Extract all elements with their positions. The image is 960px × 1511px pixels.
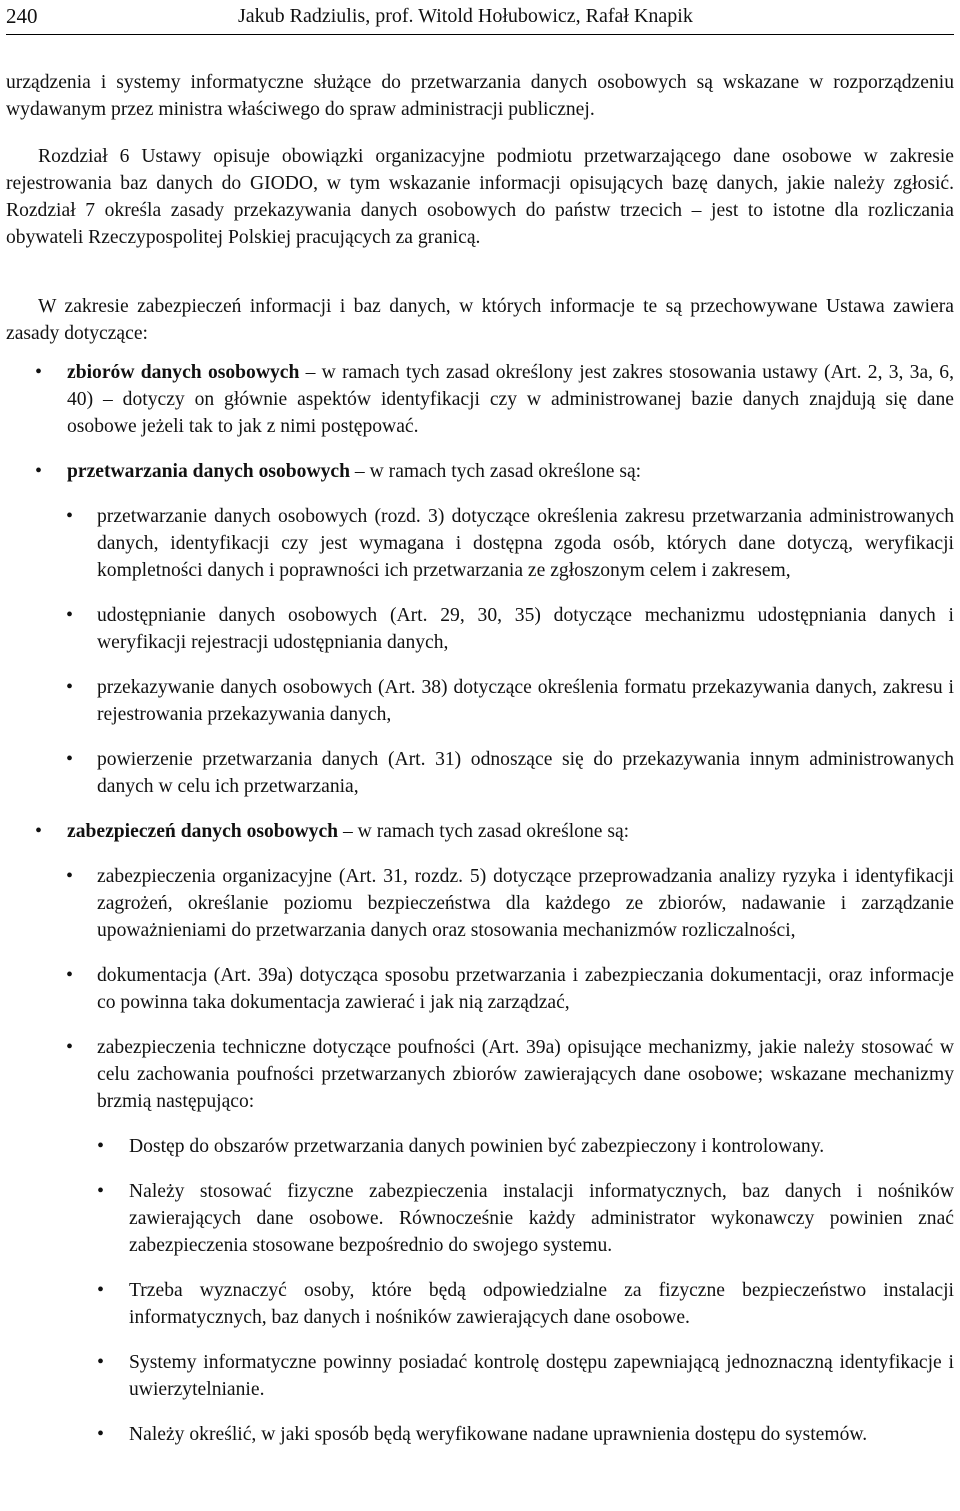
paragraph-chapters: Rozdział 6 Ustawy opisuje obowiązki organizacyjne podmiotu przetwarzającego dane osobowe w zakresie rejestrowania baz danych do GIODO, w tym wskazanie informacji opisujących bazę danych, jakie należy zgłosić. Rozdział 7 określa zasady przekazywania danych osobowych do państw trzecich – jest to istotne dla rozliczania obywateli Rzeczypospolitej Polskiej pracujących za granicą.: [6, 146, 954, 248]
paragraph-continuation: urządzenia i systemy informatyczne służące do przetwarzania danych osobowych są wskazane w rozporządzeniu wydawanym przez ministra właściwego do spraw administracji publicznej.: [6, 72, 954, 120]
security-sublist: [97, 863, 954, 1448]
page-number: 240: [6, 4, 38, 28]
running-header: [6, 0, 954, 35]
list-item-heading: przetwarzania danych osobowych: [67, 461, 351, 482]
sublist-item: [97, 1034, 954, 1448]
sublist-item: • przekazywanie danych osobowych (Art. 38) dotyczące określenia formatu przekazywania danych, zakresu i rejestrowania przekazywania danych,: [97, 674, 954, 728]
list-item-text: – w ramach tych zasad określone są:: [350, 461, 642, 482]
mechanism-item: • Trzeba wyznaczyć osoby, które będą odpowiedzialne za fizyczne bezpieczeństwo instalacji informatycznych, baz danych i nośników zawierających dane osobowe.: [129, 1277, 954, 1331]
sublist-item: • zabezpieczenia organizacyjne (Art. 31, rozdz. 5) dotyczące przeprowadzania analizy ryzyka i identyfikacji zagrożeń, określanie poziomu bezpieczeństwa dla każdego ze zbiorów, nadawanie i zarządzanie upoważnieniami do przetwarzania danych oraz stosowania mechanizmów rozliczalności,: [97, 863, 954, 944]
list-item: [67, 458, 954, 800]
sublist-item: • powierzenie przetwarzania danych (Art. 31) odnoszące się do przekazywania innym administrowanych danych w celu ich przetwarzania,: [97, 746, 954, 800]
list-item-text: – w ramach tych zasad określone są:: [338, 821, 630, 842]
list-item: [67, 818, 954, 1448]
sublist-item: • przetwarzanie danych osobowych (rozd. 3) dotyczące określenia zakresu przetwarzania administrowanych danych, identyfikacji czy jest wymagana i dostępna zgoda osób, których dane dotyczą, weryfikacji kompletności danych i poprawności ich przetwarzania ze zgłoszonym celem i zakresem,: [97, 503, 954, 584]
list-item-text: – w ramach tych zasad określony jest zakres stosowania ustawy (Art. 2, 3, 3a, 6, 40) – dotyczy on głównie aspektów identyfikacji czy w administrowanej bazie danych znajdują się dane osobowe jeżeli tak to jak z nimi postępować.: [67, 362, 954, 437]
list-item-heading: zabezpieczeń danych osobowych: [67, 821, 339, 842]
header-authors: Jakub Radziulis, prof. Witold Hołubowicz, Rafał Knapik: [238, 5, 693, 27]
mechanism-item: • Należy określić, w jaki sposób będą weryfikowane nadane uprawnienia dostępu do systemów.: [129, 1421, 954, 1448]
sublist-item-text: zabezpieczenia techniczne dotyczące poufności (Art. 39a) opisujące mechanizmy, jakie należy stosować w celu zachowania poufności przetwarzanych zbiorów zawierających dane osobowe; wskazane mechanizmy brzmią następująco:: [97, 1037, 954, 1112]
mechanism-item: • Dostęp do obszarów przetwarzania danych powinien być zabezpieczony i kontrolowany.: [129, 1133, 954, 1160]
paragraph-security-intro: W zakresie zabezpieczeń informacji i baz danych, w których informacje te są przechowywane Ustawa zawiera zasady dotyczące:: [6, 296, 954, 344]
security-principles-list: [67, 359, 954, 1466]
mechanisms-list: [129, 1133, 954, 1448]
processing-sublist: [97, 503, 954, 800]
sublist-item: • dokumentacja (Art. 39a) dotycząca sposobu przetwarzania i zabezpieczania dokumentacji, oraz informacje co powinna taka dokumentacja zawierać i jak nią zarządzać,: [97, 962, 954, 1016]
sublist-item: • udostępnianie danych osobowych (Art. 29, 30, 35) dotyczące mechanizmu udostępniania danych i weryfikacji rejestracji udostępniania danych,: [97, 602, 954, 656]
list-item-heading: zbiorów danych osobowych: [67, 362, 300, 383]
mechanism-item: • Należy stosować fizyczne zabezpieczenia instalacji informatycznych, baz danych i nośników zawierających dane osobowe. Równocześnie każdy administrator wykonawczy powinien znać zabezpieczenia stosowane bezpośrednio do swojego systemu.: [129, 1178, 954, 1259]
list-item: [67, 359, 954, 440]
mechanism-item: • Systemy informatyczne powinny posiadać kontrolę dostępu zapewniającą jednoznaczną identyfikacje i uwierzytelnianie.: [129, 1349, 954, 1403]
